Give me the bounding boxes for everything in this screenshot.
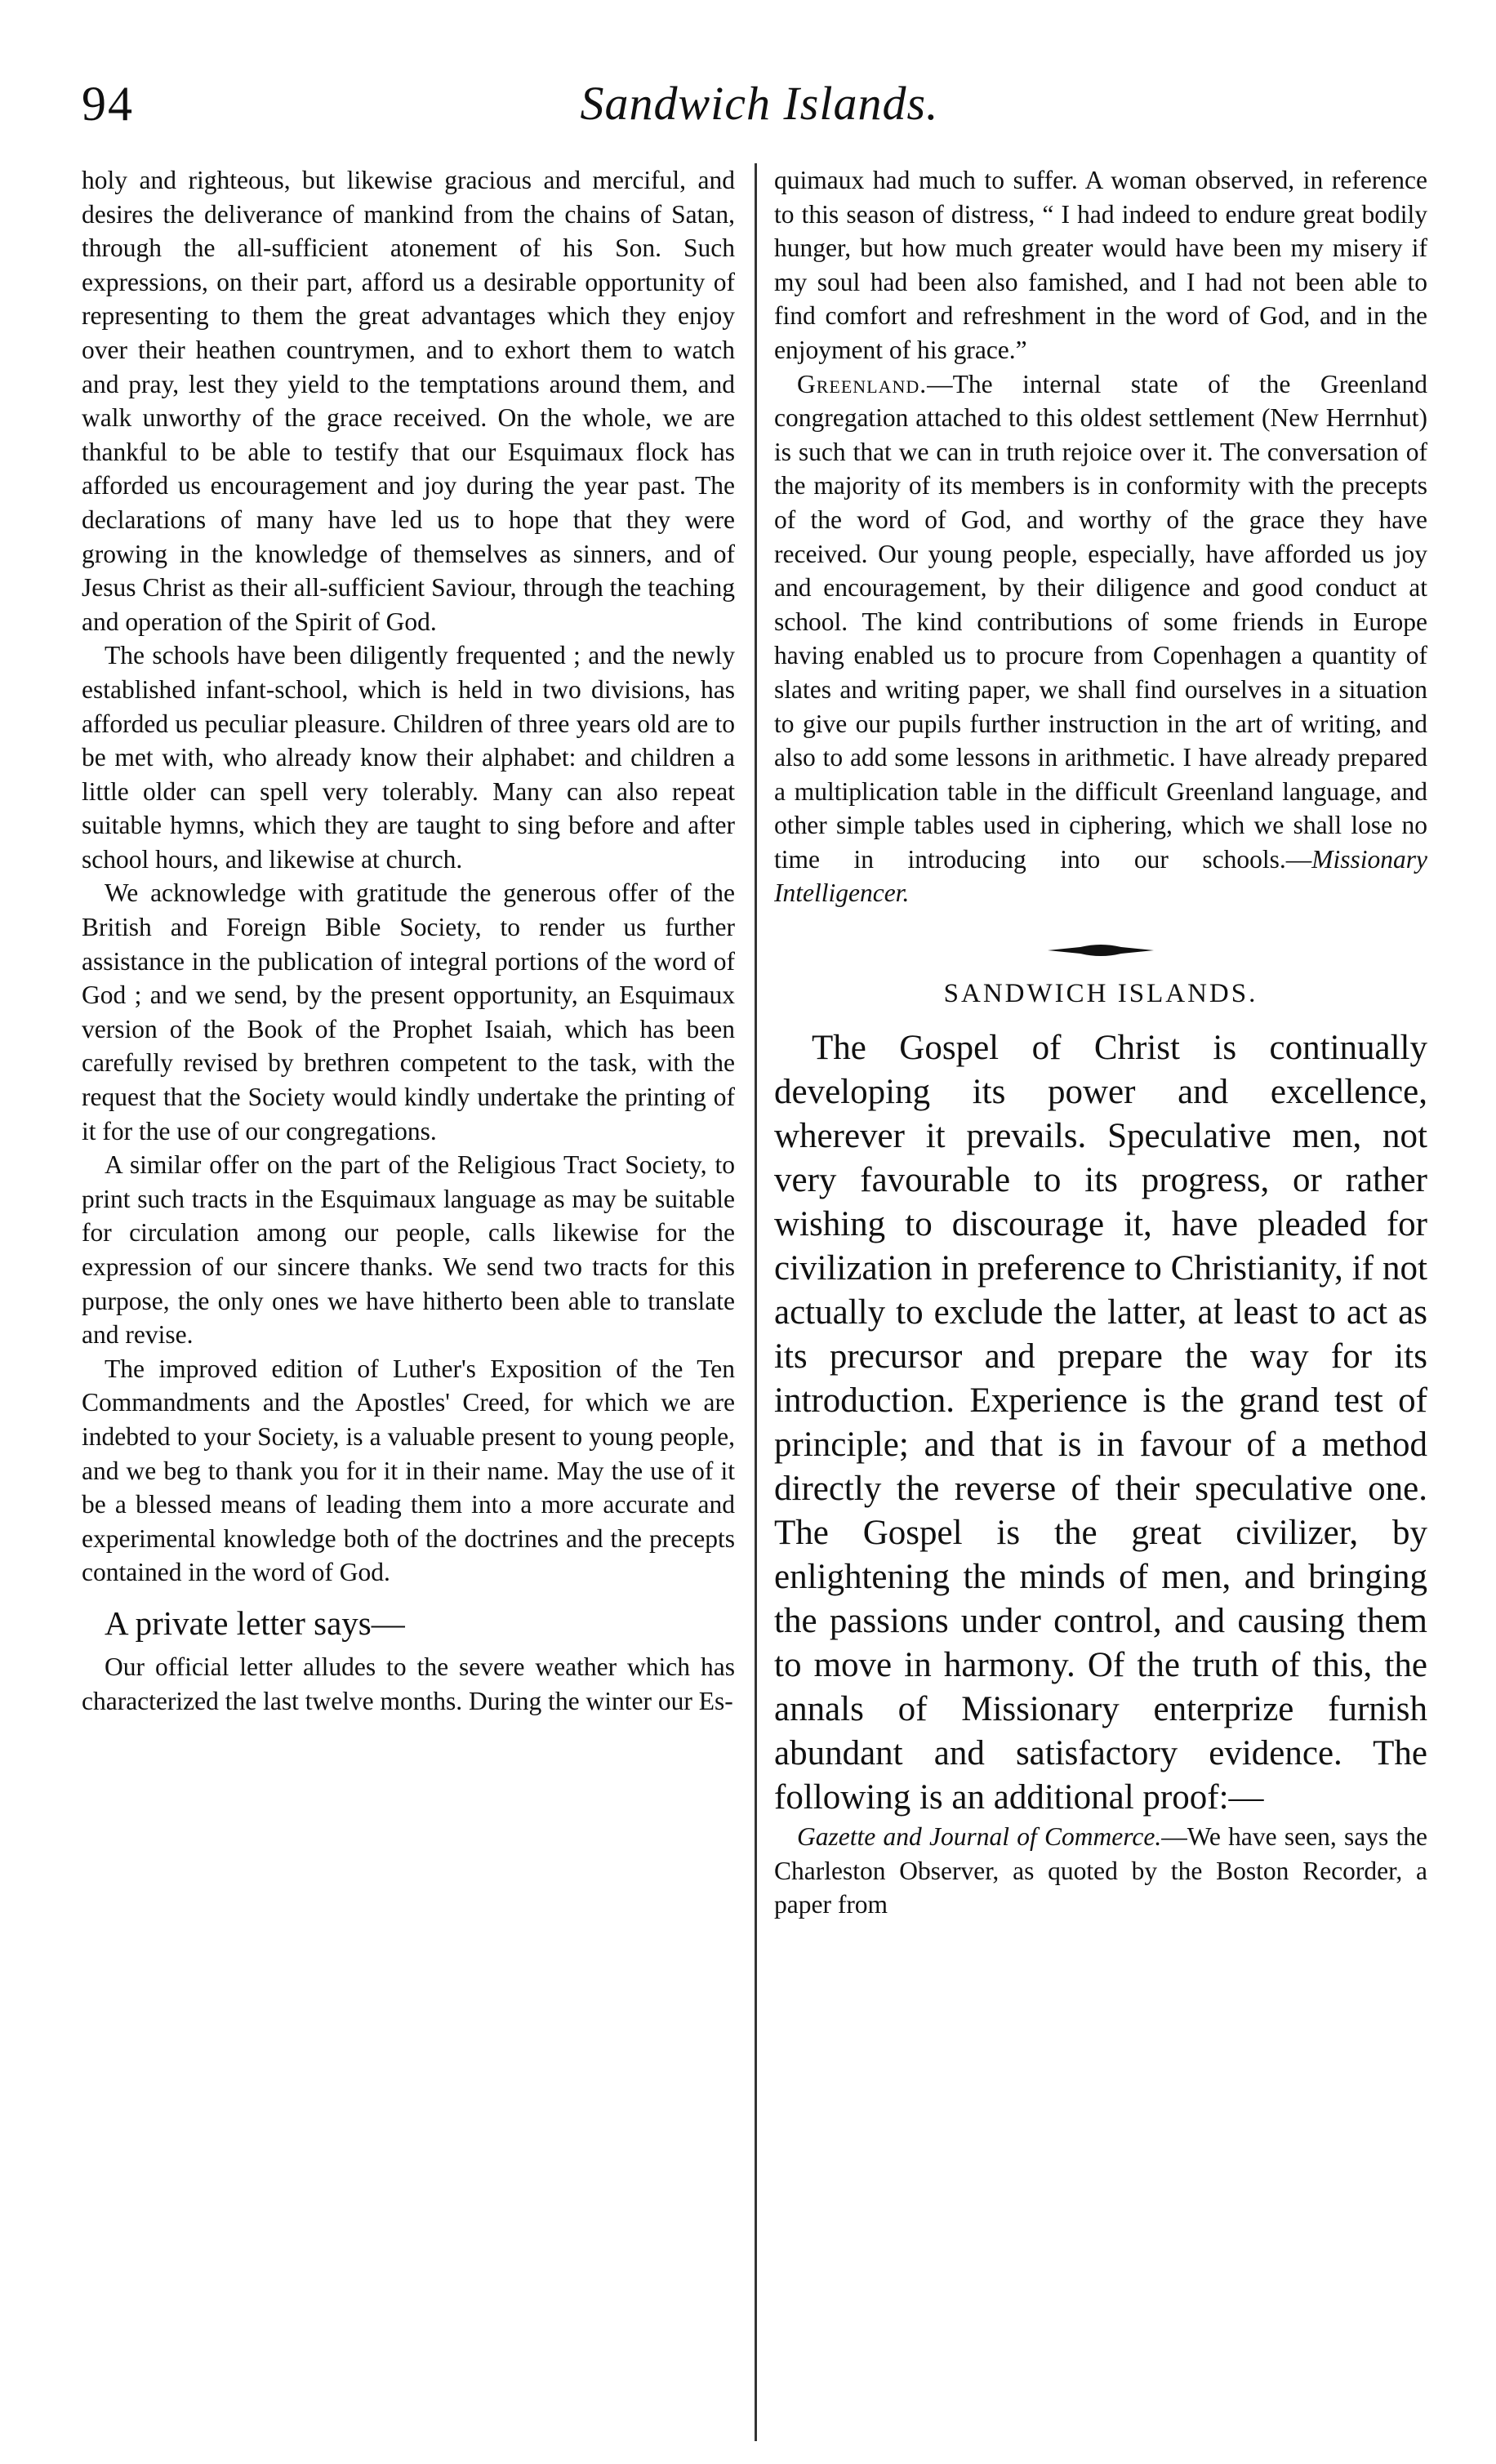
private-letter-heading: A private letter says— bbox=[105, 1603, 405, 1642]
greenland-paragraph bbox=[774, 367, 1427, 911]
section-ornament-icon bbox=[1048, 943, 1154, 958]
greenland-label: Greenland. bbox=[797, 369, 928, 398]
greenland-text: —The internal state of the Greenland congregation attached to this oldest settlement (New Herrnhut) is such that we can in truth rejoice over it. The conversation of the majority of its members is in conformity with the precepts of the word of God, and worthy of the grace they have received. Our young people, especially, have afforded us joy and encouragement, by their diligence and good conduct at school. The kind contributions of some friends in Europe having enabled us to procure from Copenhagen a quantity of slates and writing paper, we shall find ourselves in a situation to give our pupils further instruction in the art of writing, and also to add some lessons in arithmetic. I have already prepared a multiplication table in the difficult Greenland language, and other simple tables used in ciphering, which we shall lose no time in introducing into our schools.— bbox=[774, 369, 1427, 874]
running-title: Sandwich Islands. bbox=[580, 77, 939, 130]
sandwich-islands-intro: The Gospel of Christ is continually developing its power and excellence, wherever it prevails. Speculative men, not very favourable to its progress, or rather wishing to discourage it, have pleaded for civilization in preference to Christianity, if not actually to exclude the latter, at least to act as its precursor and prepare the way for its introduction. Experience is the grand test of principle; and that is in favour of a method directly the reverse of their speculative one. The Gospel is the great civilizer, by enlightening the minds of men, and bringing the passions under control, and causing them to move in harmony. Of the truth of this, the annals of Missionary enterprize furnish abundant and satisfactory evidence. The following is an additional proof:— bbox=[774, 1029, 1427, 1817]
left-paragraph-6: Our official letter alludes to the severe weather which has characterized the last twelve months. During the winter our Es- bbox=[82, 1652, 735, 1715]
left-paragraph-5: The improved edition of Luther's Exposition of the Ten Commandments and the Apostles' Creed, for which we are indebted to your Society, is a valuable present to young people, and we beg to thank you for it in their name. May the use of it be a blessed means of leading them into a more accurate and experimental knowledge both of the doctrines and the precepts contained in the word of God. bbox=[82, 1354, 735, 1587]
left-paragraph-3: We acknowledge with gratitude the generous offer of the British and Foreign Bible Society, to render us further assistance in the publication of integral portions of the word of God ; and we send, by the present opportunity, an Esquimaux version of the Book of the Prophet Isaiah, which has been carefully revised by brethren competent to the task, with the request that the Society would kindly undertake the printing of it for the use of our congregations. bbox=[82, 878, 735, 1145]
right-paragraph-1: quimaux had much to suffer. A woman observed, in reference to this season of distress, “ I had indeed to endure great bodily hunger, but how much greater would have been my misery if my soul had been also famished, and I had not been able to find comfort and refreshment in the word of God, and in the enjoyment of his grace.” bbox=[774, 166, 1427, 364]
section-heading: SANDWICH ISLANDS. bbox=[943, 979, 1258, 1009]
column-divider bbox=[755, 163, 757, 2441]
gazette-paragraph bbox=[774, 1820, 1427, 1922]
right-column bbox=[774, 163, 1427, 2441]
left-paragraph-4: A similar offer on the part of the Religious Tract Society, to print such tracts in the Esquimaux language as may be suitable for circulation among our people, calls likewise for the expression of our sincere thanks. We send two tracts for this purpose, the only ones we have hitherto been able to translate and revise. bbox=[82, 1150, 735, 1350]
page-number: 94 bbox=[82, 77, 134, 131]
left-paragraph-1: holy and righteous, but likewise gracious and merciful, and desires the deliverance of mankind from the chains of Satan, through the all-sufficient atonement of his Son. Such expressions, on their part, afford us a desirable opportunity of representing to them the great advantages which they enjoy over their heathen countrymen, and to exhort them to watch and pray, lest they yield to the temptations around them, and walk unworthy of the grace received. On the whole, we are thankful to be able to testify that our Esquimaux flock has afforded us encouragement and joy during the year past. The declarations of many have led us to hope that they were growing in the knowledge of themselves as sinners, and of Jesus Christ as their all-sufficient Saviour, through the teaching and operation of the Spirit of God. bbox=[82, 166, 735, 636]
running-head bbox=[82, 75, 1437, 140]
left-column bbox=[82, 163, 735, 2441]
gazette-text: —We have seen, says the Charleston Observer, as quoted by the Boston Recorder, a paper from bbox=[774, 1822, 1427, 1919]
left-paragraph-2: The schools have been diligently frequented ; and the newly established infant-school, which is held in two divisions, has afforded us peculiar pleasure. Children of three years old are to be met with, who already know their alphabet: and children a little older can spell very tolerably. Many can also repeat suitable hymns, which they are taught to sing before and after school hours, and likewise at church. bbox=[82, 641, 735, 874]
greenland-source: Missionary Intelligencer. bbox=[774, 844, 1427, 908]
gazette-label: Gazette and Journal of Commerce. bbox=[797, 1822, 1162, 1852]
